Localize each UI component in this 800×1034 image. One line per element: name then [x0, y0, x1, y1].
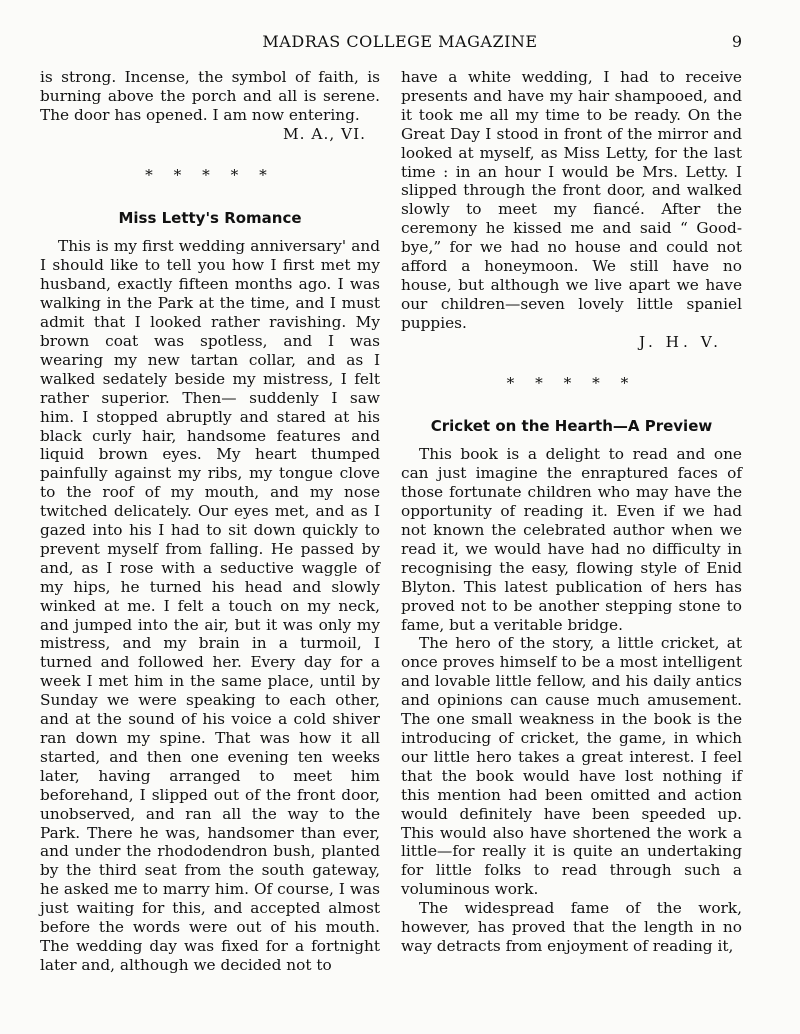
review-paragraph: The widespread fame of the work, however, has proved that the length in no way detracts from enjoyment of reading it, — [401, 899, 742, 955]
page-number: 9 — [731, 32, 742, 51]
review-paragraph: This book is a delight to read and one can just imagine the enraptured faces of those fortunate children who may have the opportunity of reading it. Even if we had not known the celebrated author when we read it, we would have had no difficulty in recognising the easy, flowing style of Enid Blyton. This latest publication of hers has proved not to be another stepping stone to fame, but a veritable bridge. — [401, 445, 742, 634]
intro-signature: M. A., VI. — [283, 124, 366, 143]
review-title: Cricket on the Hearth—A Preview — [430, 416, 713, 435]
section-divider-stars: * * * * * — [145, 165, 275, 184]
continuation-paragraph: have a white wedding, I had to receive presents and have my hair shampooed, and it took me all my time to be ready. On the Great Day I stood in front of the mirror and looked at myself, as Miss Letty, for the last time : in an hour I would be Mrs. Letty. I slipped through the front door, and walked slowly to meet my fiancé. After the ceremony he kissed me and said “ Good-bye,” for we had no house and could not afford a honeymoon. We still have no house, but although we live apart we have our children—seven lovely little spaniel puppies. — [401, 68, 742, 332]
article-paragraph: This is my first wedding anniversary' and I should like to tell you how I first met my husband, exactly fifteen months ago. I was walking in the Park at the time, and I must admit that I looked rather ravishing. My brown coat was spotless, and I was wearing my new tartan collar, and as I walked sedately beside my mistress, I felt rather superior. Then— suddenly I saw him. I stopped abruptly and stared at his black curly hair, handsome features and liquid brown eyes. My heart thumped painfully against my ribs, my tongue clove to the roof of my mouth, and my nose twitched delicately. Our eyes met, and as I gazed into his I had to sit down quickly to prevent myself from falling. He passed by and, as I rose with a seductive waggle of my hips, he turned his head and slowly winked at me. I felt a touch on my neck, and jumped into the air, but it was only my mistress, and my brain in a turmoil, I turned and followed her. Every day for a week I met him in the same place, until by Sunday we were speaking to each other, and at the sound of his voice a cold shiver ran down my spine. That was how it all started, and then one evening ten weeks later, having arranged to meet him beforehand, I slipped out of the front door, unobserved, and ran all the way to the Park. There he was, handsomer than ever, and under the rhododendron bush, planted by the third seat from the south gateway, he asked me to marry him. Of course, I was just waiting for this, and accepted almost before the words were out of his mouth. The wedding day was fixed for a fortnight later and, although we decided not to — [40, 237, 380, 974]
right-column — [401, 68, 742, 956]
page-header — [0, 32, 800, 54]
article-signature: J. H. V. — [639, 332, 722, 351]
left-column — [40, 68, 380, 975]
review-paragraph: The hero of the story, a little cricket, at once proves himself to be a most intelligent and lovable little fellow, and his daily antics and opinions can cause much amusement. The one small weakness in the book is the introducing of cricket, the game, in which our little hero takes a great interest. I feel that the book would have lost nothing if this mention had been omitted and action would definitely have been speeded up. This would also have shortened the work a little—for really it is quite an undertaking for little folks to read through such a voluminous work. — [401, 634, 742, 899]
article-title: Miss Letty's Romance — [118, 208, 302, 227]
magazine-title: MADRAS COLLEGE MAGAZINE — [262, 32, 538, 51]
section-divider-stars: * * * * * — [506, 373, 637, 392]
intro-paragraph: is strong. Incense, the symbol of faith, is burning above the porch and all is serene. The door has opened. I am now entering. — [40, 68, 380, 124]
